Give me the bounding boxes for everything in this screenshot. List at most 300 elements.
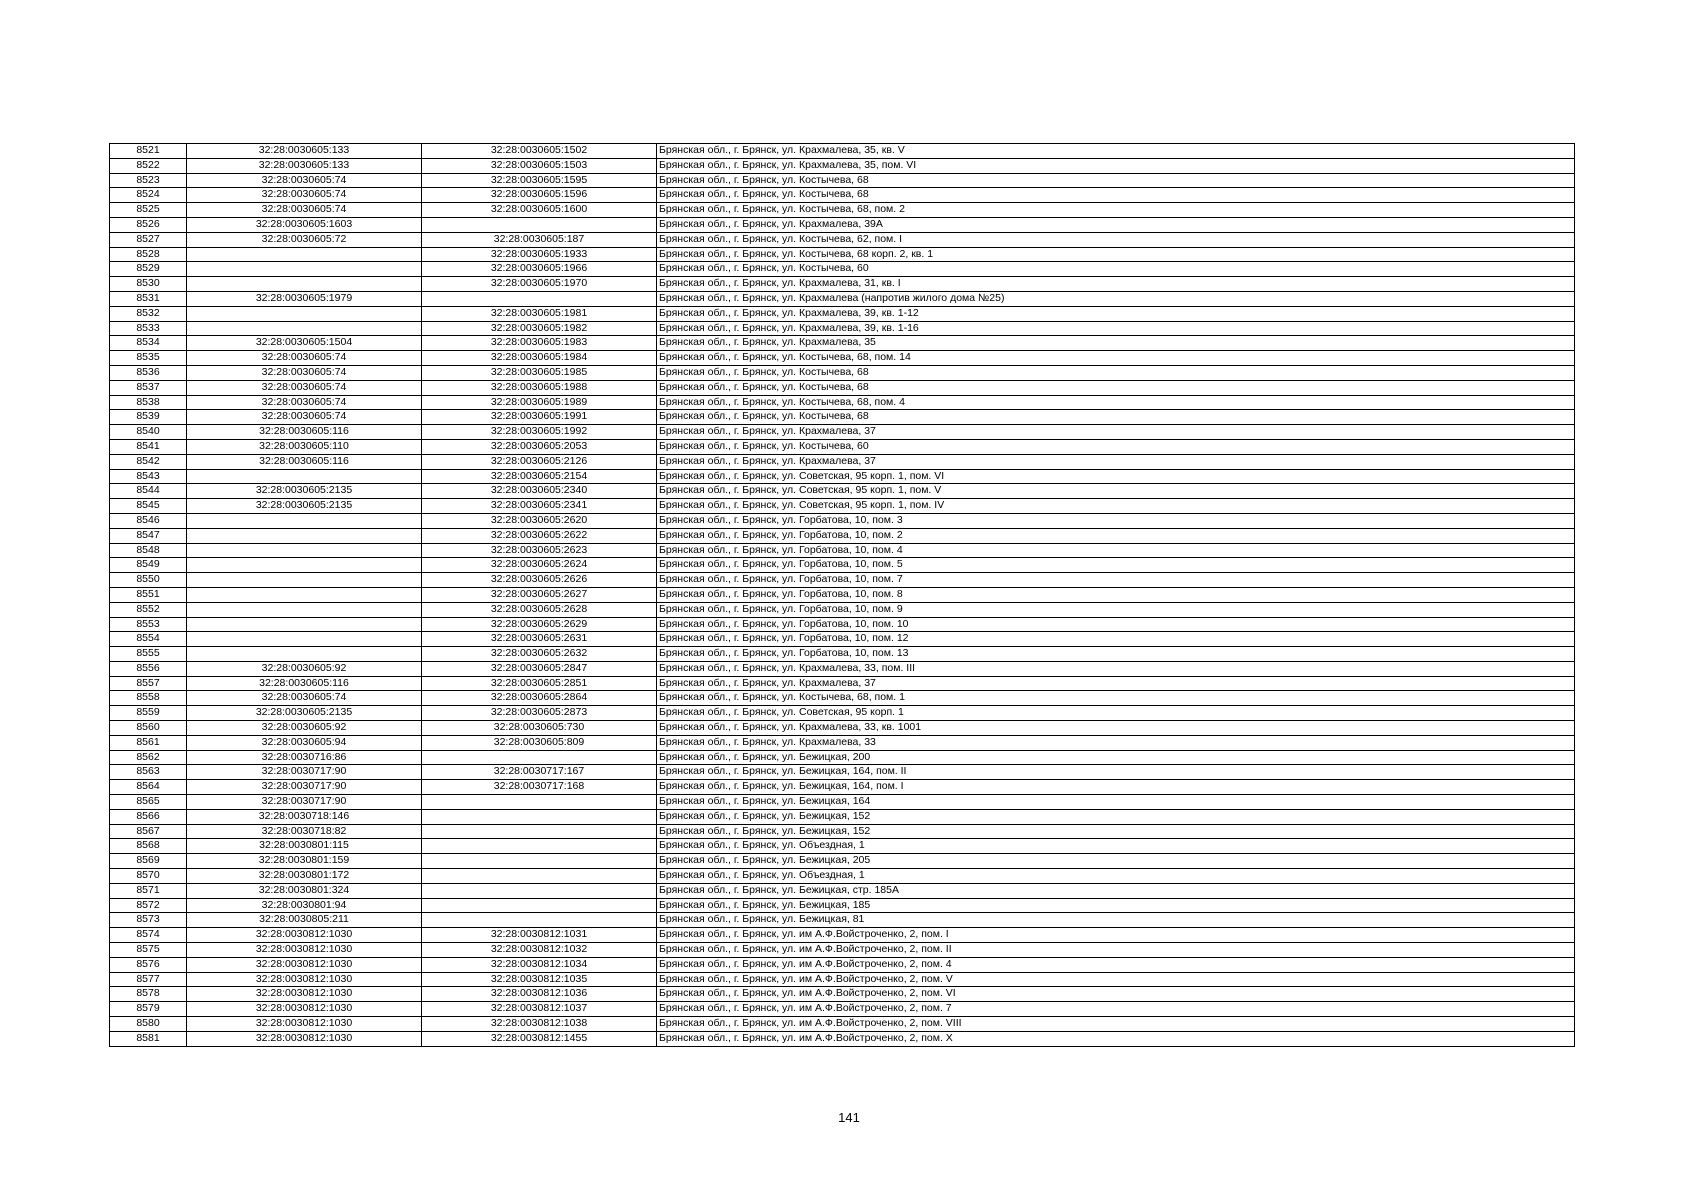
registry-table (109, 143, 1575, 1047)
table-row (110, 839, 1575, 854)
cadastral-number-cell: 32:28:0030605:1992 (422, 425, 657, 440)
address-cell: Брянская обл., г. Брянск, ул. им А.Ф.Войстроченко, 2, пом. II (657, 943, 1575, 958)
parent-cadastral-number-cell: 32:28:0030812:1030 (187, 943, 422, 958)
table-row (110, 721, 1575, 736)
cadastral-number-cell: 32:28:0030812:1037 (422, 1002, 657, 1017)
row-number-cell: 8561 (110, 735, 187, 750)
table-row (110, 439, 1575, 454)
table-row (110, 484, 1575, 499)
cadastral-number-cell: 32:28:0030605:2847 (422, 661, 657, 676)
address-cell: Брянская обл., г. Брянск, ул. Крахмалева, 35 (657, 336, 1575, 351)
address-cell: Брянская обл., г. Брянск, ул. Костычева, 68 (657, 173, 1575, 188)
address-cell: Брянская обл., г. Брянск, ул. Советская, 95 корп. 1 (657, 706, 1575, 721)
row-number-cell: 8523 (110, 173, 187, 188)
parent-cadastral-number-cell: 32:28:0030717:90 (187, 780, 422, 795)
table-row (110, 291, 1575, 306)
cadastral-number-cell (422, 839, 657, 854)
table-row (110, 617, 1575, 632)
address-cell: Брянская обл., г. Брянск, ул. Объездная, 1 (657, 839, 1575, 854)
address-cell: Брянская обл., г. Брянск, ул. Горбатова, 10, пом. 2 (657, 528, 1575, 543)
parent-cadastral-number-cell: 32:28:0030605:116 (187, 454, 422, 469)
table-row (110, 691, 1575, 706)
parent-cadastral-number-cell: 32:28:0030812:1030 (187, 972, 422, 987)
table-row (110, 898, 1575, 913)
table-row (110, 750, 1575, 765)
table-row (110, 795, 1575, 810)
parent-cadastral-number-cell: 32:28:0030717:90 (187, 795, 422, 810)
row-number-cell: 8566 (110, 809, 187, 824)
row-number-cell: 8525 (110, 203, 187, 218)
table-row (110, 632, 1575, 647)
address-cell: Брянская обл., г. Брянск, ул. Крахмалева, 33 (657, 735, 1575, 750)
row-number-cell: 8549 (110, 558, 187, 573)
cadastral-number-cell: 32:28:0030812:1035 (422, 972, 657, 987)
parent-cadastral-number-cell: 32:28:0030717:90 (187, 765, 422, 780)
address-cell: Брянская обл., г. Брянск, ул. Советская, 95 корп. 1, пом. V (657, 484, 1575, 499)
parent-cadastral-number-cell (187, 602, 422, 617)
address-cell: Брянская обл., г. Брянск, ул. Крахмалева (напротив жилого дома №25) (657, 291, 1575, 306)
address-cell: Брянская обл., г. Брянск, ул. им А.Ф.Войстроченко, 2, пом. VIII (657, 1017, 1575, 1032)
parent-cadastral-number-cell (187, 543, 422, 558)
cadastral-number-cell (422, 824, 657, 839)
parent-cadastral-number-cell: 32:28:0030605:2135 (187, 499, 422, 514)
table-row (110, 499, 1575, 514)
address-cell: Брянская обл., г. Брянск, ул. Объездная, 1 (657, 869, 1575, 884)
parent-cadastral-number-cell: 32:28:0030605:72 (187, 232, 422, 247)
parent-cadastral-number-cell: 32:28:0030605:2135 (187, 706, 422, 721)
address-cell: Брянская обл., г. Брянск, ул. им А.Ф.Войстроченко, 2, пом. I (657, 928, 1575, 943)
table-row (110, 1002, 1575, 1017)
parent-cadastral-number-cell: 32:28:0030812:1030 (187, 1002, 422, 1017)
table-row (110, 336, 1575, 351)
row-number-cell: 8565 (110, 795, 187, 810)
cadastral-number-cell: 32:28:0030812:1038 (422, 1017, 657, 1032)
cadastral-number-cell: 32:28:0030812:1032 (422, 943, 657, 958)
address-cell: Брянская обл., г. Брянск, ул. Крахмалева, 35, кв. V (657, 144, 1575, 159)
cadastral-number-cell: 32:28:0030812:1455 (422, 1031, 657, 1046)
row-number-cell: 8564 (110, 780, 187, 795)
parent-cadastral-number-cell: 32:28:0030718:146 (187, 809, 422, 824)
address-cell: Брянская обл., г. Брянск, ул. Костычева, 68 (657, 410, 1575, 425)
table-row (110, 425, 1575, 440)
page-number: 141 (838, 1110, 860, 1125)
table-row (110, 469, 1575, 484)
cadastral-number-cell (422, 750, 657, 765)
parent-cadastral-number-cell: 32:28:0030605:92 (187, 661, 422, 676)
row-number-cell: 8580 (110, 1017, 187, 1032)
cadastral-number-cell: 32:28:0030605:2628 (422, 602, 657, 617)
parent-cadastral-number-cell: 32:28:0030605:2135 (187, 484, 422, 499)
cadastral-number-cell: 32:28:0030717:168 (422, 780, 657, 795)
address-cell: Брянская обл., г. Брянск, ул. Крахмалева, 39, кв. 1-12 (657, 306, 1575, 321)
cadastral-number-cell: 32:28:0030605:2340 (422, 484, 657, 499)
table-row (110, 262, 1575, 277)
row-number-cell: 8572 (110, 898, 187, 913)
address-cell: Брянская обл., г. Брянск, ул. Костычева, 60 (657, 439, 1575, 454)
row-number-cell: 8539 (110, 410, 187, 425)
address-cell: Брянская обл., г. Брянск, ул. Крахмалева, 33, пом. III (657, 661, 1575, 676)
row-number-cell: 8522 (110, 158, 187, 173)
table-row (110, 854, 1575, 869)
address-cell: Брянская обл., г. Брянск, ул. Бежицкая, 152 (657, 809, 1575, 824)
parent-cadastral-number-cell: 32:28:0030605:74 (187, 410, 422, 425)
address-cell: Брянская обл., г. Брянск, ул. Костычева, 68 (657, 380, 1575, 395)
table-row (110, 365, 1575, 380)
address-cell: Брянская обл., г. Брянск, ул. Горбатова, 10, пом. 12 (657, 632, 1575, 647)
cadastral-number-cell: 32:28:0030605:187 (422, 232, 657, 247)
cadastral-number-cell (422, 795, 657, 810)
parent-cadastral-number-cell: 32:28:0030605:74 (187, 365, 422, 380)
parent-cadastral-number-cell: 32:28:0030801:324 (187, 883, 422, 898)
row-number-cell: 8521 (110, 144, 187, 159)
row-number-cell: 8543 (110, 469, 187, 484)
cadastral-number-cell: 32:28:0030605:2851 (422, 676, 657, 691)
row-number-cell: 8578 (110, 987, 187, 1002)
parent-cadastral-number-cell: 32:28:0030605:133 (187, 158, 422, 173)
parent-cadastral-number-cell (187, 647, 422, 662)
table-row (110, 987, 1575, 1002)
cadastral-number-cell: 32:28:0030605:2632 (422, 647, 657, 662)
parent-cadastral-number-cell: 32:28:0030716:86 (187, 750, 422, 765)
row-number-cell: 8555 (110, 647, 187, 662)
cadastral-number-cell: 32:28:0030812:1036 (422, 987, 657, 1002)
parent-cadastral-number-cell: 32:28:0030605:74 (187, 395, 422, 410)
row-number-cell: 8538 (110, 395, 187, 410)
cadastral-number-cell: 32:28:0030605:1983 (422, 336, 657, 351)
table-row (110, 188, 1575, 203)
table-row (110, 277, 1575, 292)
cadastral-number-cell: 32:28:0030605:2631 (422, 632, 657, 647)
table-row (110, 602, 1575, 617)
row-number-cell: 8553 (110, 617, 187, 632)
table-row (110, 173, 1575, 188)
parent-cadastral-number-cell: 32:28:0030801:94 (187, 898, 422, 913)
cadastral-number-cell: 32:28:0030605:1933 (422, 247, 657, 262)
cadastral-number-cell: 32:28:0030605:2622 (422, 528, 657, 543)
registry-table-body (110, 144, 1575, 1047)
parent-cadastral-number-cell (187, 321, 422, 336)
row-number-cell: 8570 (110, 869, 187, 884)
parent-cadastral-number-cell: 32:28:0030605:116 (187, 425, 422, 440)
parent-cadastral-number-cell (187, 247, 422, 262)
address-cell: Брянская обл., г. Брянск, ул. Бежицкая, 164, пом. II (657, 765, 1575, 780)
parent-cadastral-number-cell: 32:28:0030605:110 (187, 439, 422, 454)
table-row (110, 203, 1575, 218)
table-row (110, 558, 1575, 573)
address-cell: Брянская обл., г. Брянск, ул. Костычева, 68, пом. 14 (657, 351, 1575, 366)
table-row (110, 543, 1575, 558)
row-number-cell: 8545 (110, 499, 187, 514)
table-row (110, 351, 1575, 366)
table-row (110, 380, 1575, 395)
cadastral-number-cell (422, 809, 657, 824)
parent-cadastral-number-cell (187, 617, 422, 632)
address-cell: Брянская обл., г. Брянск, ул. Костычева, 68, пом. 2 (657, 203, 1575, 218)
table-row (110, 247, 1575, 262)
parent-cadastral-number-cell: 32:28:0030605:1979 (187, 291, 422, 306)
cadastral-number-cell: 32:28:0030605:2053 (422, 439, 657, 454)
row-number-cell: 8560 (110, 721, 187, 736)
address-cell: Брянская обл., г. Брянск, ул. Костычева, 68 (657, 188, 1575, 203)
row-number-cell: 8556 (110, 661, 187, 676)
address-cell: Брянская обл., г. Брянск, ул. им А.Ф.Войстроченко, 2, пом. VI (657, 987, 1575, 1002)
address-cell: Брянская обл., г. Брянск, ул. Горбатова, 10, пом. 3 (657, 513, 1575, 528)
row-number-cell: 8574 (110, 928, 187, 943)
table-row (110, 676, 1575, 691)
address-cell: Брянская обл., г. Брянск, ул. Бежицкая, 164 (657, 795, 1575, 810)
cadastral-number-cell: 32:28:0030605:2864 (422, 691, 657, 706)
address-cell: Брянская обл., г. Брянск, ул. Бежицкая, 185 (657, 898, 1575, 913)
table-row (110, 943, 1575, 958)
parent-cadastral-number-cell: 32:28:0030801:159 (187, 854, 422, 869)
cadastral-number-cell: 32:28:0030605:2623 (422, 543, 657, 558)
row-number-cell: 8550 (110, 573, 187, 588)
cadastral-number-cell: 32:28:0030605:2627 (422, 587, 657, 602)
row-number-cell: 8547 (110, 528, 187, 543)
row-number-cell: 8548 (110, 543, 187, 558)
row-number-cell: 8581 (110, 1031, 187, 1046)
cadastral-number-cell: 32:28:0030605:2624 (422, 558, 657, 573)
row-number-cell: 8573 (110, 913, 187, 928)
address-cell: Брянская обл., г. Брянск, ул. Костычева, 68, пом. 1 (657, 691, 1575, 706)
table-row (110, 972, 1575, 987)
cadastral-number-cell: 32:28:0030605:2629 (422, 617, 657, 632)
address-cell: Брянская обл., г. Брянск, ул. Горбатова, 10, пом. 8 (657, 587, 1575, 602)
parent-cadastral-number-cell: 32:28:0030605:116 (187, 676, 422, 691)
row-number-cell: 8530 (110, 277, 187, 292)
row-number-cell: 8534 (110, 336, 187, 351)
address-cell: Брянская обл., г. Брянск, ул. Бежицкая, 81 (657, 913, 1575, 928)
row-number-cell: 8558 (110, 691, 187, 706)
cadastral-number-cell: 32:28:0030605:2620 (422, 513, 657, 528)
cadastral-number-cell: 32:28:0030605:1502 (422, 144, 657, 159)
table-row (110, 395, 1575, 410)
address-cell: Брянская обл., г. Брянск, ул. Костычева, 68 корп. 2, кв. 1 (657, 247, 1575, 262)
parent-cadastral-number-cell: 32:28:0030605:74 (187, 351, 422, 366)
row-number-cell: 8541 (110, 439, 187, 454)
table-row (110, 883, 1575, 898)
cadastral-number-cell: 32:28:0030605:1988 (422, 380, 657, 395)
cadastral-number-cell (422, 854, 657, 869)
cadastral-number-cell: 32:28:0030812:1034 (422, 957, 657, 972)
parent-cadastral-number-cell (187, 587, 422, 602)
row-number-cell: 8533 (110, 321, 187, 336)
parent-cadastral-number-cell (187, 262, 422, 277)
row-number-cell: 8576 (110, 957, 187, 972)
table-row (110, 661, 1575, 676)
address-cell: Брянская обл., г. Брянск, ул. Горбатова, 10, пом. 7 (657, 573, 1575, 588)
table-row (110, 765, 1575, 780)
row-number-cell: 8535 (110, 351, 187, 366)
row-number-cell: 8559 (110, 706, 187, 721)
parent-cadastral-number-cell: 32:28:0030605:92 (187, 721, 422, 736)
row-number-cell: 8577 (110, 972, 187, 987)
address-cell: Брянская обл., г. Брянск, ул. Советская, 95 корп. 1, пом. IV (657, 499, 1575, 514)
table-row (110, 573, 1575, 588)
cadastral-number-cell: 32:28:0030605:1984 (422, 351, 657, 366)
cadastral-number-cell: 32:28:0030605:1991 (422, 410, 657, 425)
parent-cadastral-number-cell: 32:28:0030605:74 (187, 173, 422, 188)
table-row (110, 1017, 1575, 1032)
address-cell: Брянская обл., г. Брянск, ул. Костычева, 68 (657, 365, 1575, 380)
cadastral-number-cell: 32:28:0030605:1981 (422, 306, 657, 321)
cadastral-number-cell (422, 883, 657, 898)
row-number-cell: 8542 (110, 454, 187, 469)
address-cell: Брянская обл., г. Брянск, ул. им А.Ф.Войстроченко, 2, пом. 4 (657, 957, 1575, 972)
address-cell: Брянская обл., г. Брянск, ул. Крахмалева, 33, кв. 1001 (657, 721, 1575, 736)
cadastral-number-cell: 32:28:0030605:1596 (422, 188, 657, 203)
row-number-cell: 8567 (110, 824, 187, 839)
address-cell: Брянская обл., г. Брянск, ул. им А.Ф.Войстроченко, 2, пом. V (657, 972, 1575, 987)
cadastral-number-cell: 32:28:0030605:1989 (422, 395, 657, 410)
address-cell: Брянская обл., г. Брянск, ул. Горбатова, 10, пом. 10 (657, 617, 1575, 632)
parent-cadastral-number-cell (187, 632, 422, 647)
address-cell: Брянская обл., г. Брянск, ул. Бежицкая, 164, пом. I (657, 780, 1575, 795)
address-cell: Брянская обл., г. Брянск, ул. Крахмалева, 37 (657, 454, 1575, 469)
address-cell: Брянская обл., г. Брянск, ул. Горбатова, 10, пом. 4 (657, 543, 1575, 558)
address-cell: Брянская обл., г. Брянск, ул. Костычева, 68, пом. 4 (657, 395, 1575, 410)
row-number-cell: 8546 (110, 513, 187, 528)
table-row (110, 513, 1575, 528)
parent-cadastral-number-cell (187, 277, 422, 292)
table-row (110, 647, 1575, 662)
parent-cadastral-number-cell: 32:28:0030812:1030 (187, 987, 422, 1002)
parent-cadastral-number-cell (187, 513, 422, 528)
table-row (110, 144, 1575, 159)
address-cell: Брянская обл., г. Брянск, ул. Бежицкая, 152 (657, 824, 1575, 839)
table-row (110, 410, 1575, 425)
parent-cadastral-number-cell: 32:28:0030605:1603 (187, 217, 422, 232)
address-cell: Брянская обл., г. Брянск, ул. Бежицкая, 200 (657, 750, 1575, 765)
row-number-cell: 8524 (110, 188, 187, 203)
parent-cadastral-number-cell: 32:28:0030605:94 (187, 735, 422, 750)
parent-cadastral-number-cell: 32:28:0030801:115 (187, 839, 422, 854)
parent-cadastral-number-cell: 32:28:0030605:74 (187, 380, 422, 395)
parent-cadastral-number-cell: 32:28:0030801:172 (187, 869, 422, 884)
address-cell: Брянская обл., г. Брянск, ул. Горбатова, 10, пом. 5 (657, 558, 1575, 573)
parent-cadastral-number-cell: 32:28:0030812:1030 (187, 1017, 422, 1032)
cadastral-number-cell (422, 898, 657, 913)
row-number-cell: 8527 (110, 232, 187, 247)
cadastral-number-cell: 32:28:0030605:809 (422, 735, 657, 750)
parent-cadastral-number-cell (187, 558, 422, 573)
row-number-cell: 8529 (110, 262, 187, 277)
row-number-cell: 8575 (110, 943, 187, 958)
table-row (110, 217, 1575, 232)
cadastral-number-cell: 32:28:0030605:2341 (422, 499, 657, 514)
cadastral-number-cell: 32:28:0030605:2873 (422, 706, 657, 721)
row-number-cell: 8554 (110, 632, 187, 647)
cadastral-number-cell: 32:28:0030605:1970 (422, 277, 657, 292)
cadastral-number-cell: 32:28:0030605:2126 (422, 454, 657, 469)
parent-cadastral-number-cell: 32:28:0030605:74 (187, 691, 422, 706)
parent-cadastral-number-cell (187, 469, 422, 484)
address-cell: Брянская обл., г. Брянск, ул. Советская, 95 корп. 1, пом. VI (657, 469, 1575, 484)
row-number-cell: 8562 (110, 750, 187, 765)
address-cell: Брянская обл., г. Брянск, ул. Костычева, 60 (657, 262, 1575, 277)
cadastral-number-cell: 32:28:0030605:730 (422, 721, 657, 736)
row-number-cell: 8571 (110, 883, 187, 898)
table-row (110, 232, 1575, 247)
row-number-cell: 8552 (110, 602, 187, 617)
parent-cadastral-number-cell: 32:28:0030605:74 (187, 203, 422, 218)
row-number-cell: 8563 (110, 765, 187, 780)
address-cell: Брянская обл., г. Брянск, ул. Костычева, 62, пом. I (657, 232, 1575, 247)
cadastral-number-cell: 32:28:0030605:1982 (422, 321, 657, 336)
row-number-cell: 8569 (110, 854, 187, 869)
parent-cadastral-number-cell: 32:28:0030812:1030 (187, 1031, 422, 1046)
table-row (110, 869, 1575, 884)
cadastral-number-cell (422, 291, 657, 306)
parent-cadastral-number-cell (187, 528, 422, 543)
table-row (110, 1031, 1575, 1046)
row-number-cell: 8537 (110, 380, 187, 395)
address-cell: Брянская обл., г. Брянск, ул. Бежицкая, 205 (657, 854, 1575, 869)
table-row (110, 735, 1575, 750)
address-cell: Брянская обл., г. Брянск, ул. Крахмалева, 39, кв. 1-16 (657, 321, 1575, 336)
address-cell: Брянская обл., г. Брянск, ул. им А.Ф.Войстроченко, 2, пом. X (657, 1031, 1575, 1046)
row-number-cell: 8557 (110, 676, 187, 691)
cadastral-number-cell: 32:28:0030717:167 (422, 765, 657, 780)
table-row (110, 913, 1575, 928)
address-cell: Брянская обл., г. Брянск, ул. им А.Ф.Войстроченко, 2, пом. 7 (657, 1002, 1575, 1017)
parent-cadastral-number-cell (187, 573, 422, 588)
parent-cadastral-number-cell: 32:28:0030605:74 (187, 188, 422, 203)
address-cell: Брянская обл., г. Брянск, ул. Горбатова, 10, пом. 13 (657, 647, 1575, 662)
table-row (110, 780, 1575, 795)
row-number-cell: 8532 (110, 306, 187, 321)
address-cell: Брянская обл., г. Брянск, ул. Крахмалева, 37 (657, 676, 1575, 691)
row-number-cell: 8528 (110, 247, 187, 262)
parent-cadastral-number-cell: 32:28:0030805:211 (187, 913, 422, 928)
cadastral-number-cell (422, 217, 657, 232)
row-number-cell: 8568 (110, 839, 187, 854)
table-row (110, 158, 1575, 173)
table-row (110, 454, 1575, 469)
cadastral-number-cell: 32:28:0030605:1985 (422, 365, 657, 380)
cadastral-number-cell: 32:28:0030605:2626 (422, 573, 657, 588)
address-cell: Брянская обл., г. Брянск, ул. Крахмалева, 31, кв. I (657, 277, 1575, 292)
table-row (110, 957, 1575, 972)
table-row (110, 928, 1575, 943)
table-row (110, 528, 1575, 543)
address-cell: Брянская обл., г. Брянск, ул. Бежицкая, стр. 185А (657, 883, 1575, 898)
address-cell: Брянская обл., г. Брянск, ул. Крахмалева, 35, пом. VI (657, 158, 1575, 173)
address-cell: Брянская обл., г. Брянск, ул. Горбатова, 10, пом. 9 (657, 602, 1575, 617)
parent-cadastral-number-cell: 32:28:0030812:1030 (187, 957, 422, 972)
address-cell: Брянская обл., г. Брянск, ул. Крахмалева, 37 (657, 425, 1575, 440)
parent-cadastral-number-cell: 32:28:0030718:82 (187, 824, 422, 839)
table-row (110, 706, 1575, 721)
cadastral-number-cell: 32:28:0030605:1966 (422, 262, 657, 277)
table-row (110, 824, 1575, 839)
row-number-cell: 8540 (110, 425, 187, 440)
row-number-cell: 8526 (110, 217, 187, 232)
table-row (110, 809, 1575, 824)
cadastral-number-cell: 32:28:0030605:2154 (422, 469, 657, 484)
address-cell: Брянская обл., г. Брянск, ул. Крахмалева, 39А (657, 217, 1575, 232)
parent-cadastral-number-cell: 32:28:0030605:1504 (187, 336, 422, 351)
table-row (110, 587, 1575, 602)
table-row (110, 321, 1575, 336)
cadastral-number-cell (422, 869, 657, 884)
parent-cadastral-number-cell (187, 306, 422, 321)
cadastral-number-cell (422, 913, 657, 928)
cadastral-number-cell: 32:28:0030812:1031 (422, 928, 657, 943)
row-number-cell: 8544 (110, 484, 187, 499)
cadastral-number-cell: 32:28:0030605:1503 (422, 158, 657, 173)
cadastral-number-cell: 32:28:0030605:1600 (422, 203, 657, 218)
